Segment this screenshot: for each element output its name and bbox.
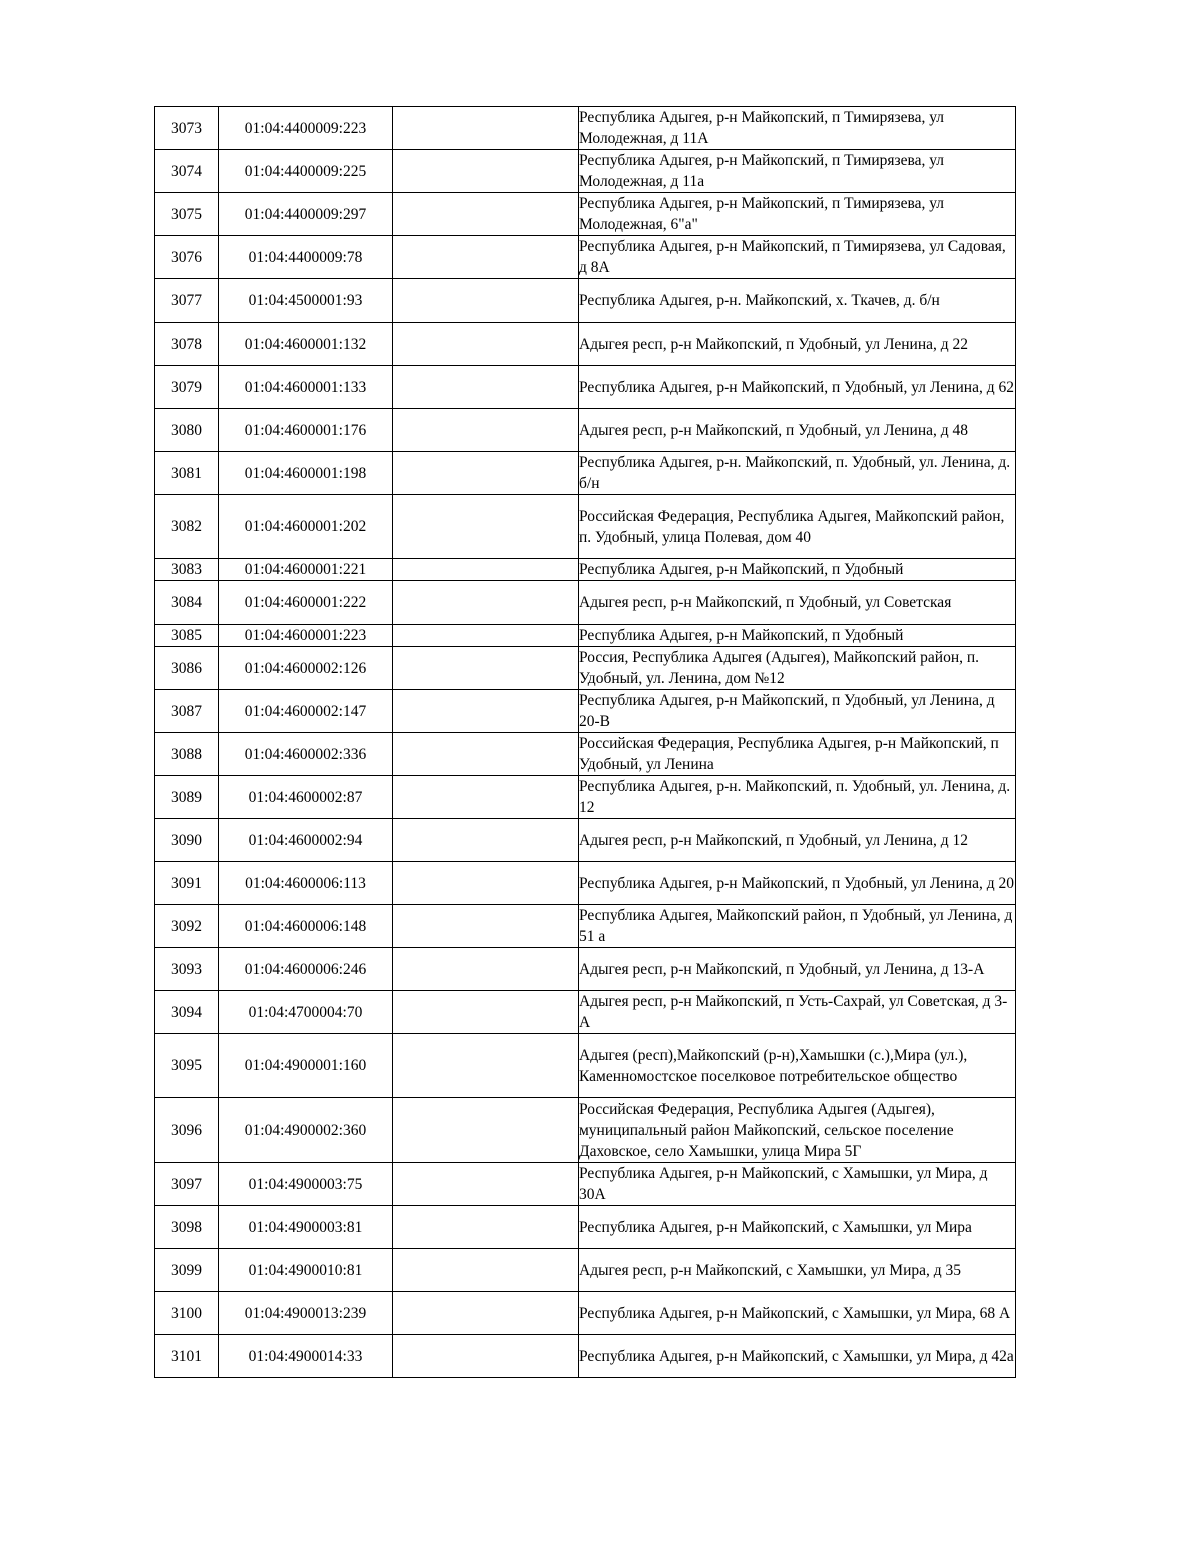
- empty-cell: [393, 819, 579, 862]
- table-row: [155, 905, 1016, 948]
- table-row: [155, 279, 1016, 323]
- table-row: [155, 690, 1016, 733]
- address-text: Адыгея респ, р-н Майкопский, с Хамышки, ул Мира, д 35: [579, 1261, 962, 1279]
- empty-cell: [393, 409, 579, 452]
- cadastral-number-cell: 01:04:4600001:222: [219, 581, 393, 625]
- cadastral-number-cell: 01:04:4900003:75: [219, 1163, 393, 1206]
- row-number-cell: 3080: [155, 409, 219, 452]
- address-cell: [579, 647, 1016, 690]
- table-row: [155, 776, 1016, 819]
- address-cell: [579, 948, 1016, 991]
- cadastral-number-cell: 01:04:4600002:336: [219, 733, 393, 776]
- table-row: [155, 559, 1016, 581]
- cadastral-number-cell: 01:04:4600006:113: [219, 862, 393, 905]
- cadastral-number-cell: 01:04:4600002:147: [219, 690, 393, 733]
- address-cell: [579, 1335, 1016, 1378]
- address-text: Адыгея респ, р-н Майкопский, п Усть-Сахрай, ул Советская, д 3-А: [579, 993, 1008, 1031]
- address-cell: [579, 819, 1016, 862]
- empty-cell: [393, 862, 579, 905]
- empty-cell: [393, 948, 579, 991]
- table-row: [155, 1206, 1016, 1249]
- address-cell: [579, 581, 1016, 625]
- table-row: [155, 495, 1016, 559]
- cadastral-number-cell: 01:04:4900013:239: [219, 1292, 393, 1335]
- table-row: [155, 733, 1016, 776]
- address-text: Республика Адыгея, р-н Майкопский, п Тимирязева, ул Садовая, д 8А: [579, 238, 1006, 276]
- row-number-cell: 3073: [155, 107, 219, 150]
- address-text: Республика Адыгея, р-н Майкопский, п Удобный, ул Ленина, д 20-В: [579, 692, 995, 730]
- address-text: Республика Адыгея, р-н Майкопский, п Тимирязева, ул Молодежная, д 11а: [579, 152, 945, 190]
- cadastral-number-cell: 01:04:4400009:225: [219, 150, 393, 193]
- row-number-cell: 3074: [155, 150, 219, 193]
- address-cell: [579, 409, 1016, 452]
- table-row: [155, 1034, 1016, 1098]
- table-row: [155, 107, 1016, 150]
- table-row: [155, 452, 1016, 495]
- cadastral-number-cell: 01:04:4600002:126: [219, 647, 393, 690]
- address-text: Республика Адыгея, р-н Майкопский, п Тимирязева, ул Молодежная, 6"а": [579, 195, 945, 233]
- table-row: [155, 409, 1016, 452]
- table-row: [155, 862, 1016, 905]
- address-cell: [579, 776, 1016, 819]
- cadastral-number-cell: 01:04:4500001:93: [219, 279, 393, 323]
- cadastral-number-cell: 01:04:4600002:94: [219, 819, 393, 862]
- row-number-cell: 3091: [155, 862, 219, 905]
- empty-cell: [393, 323, 579, 366]
- cadastral-number-cell: 01:04:4700004:70: [219, 991, 393, 1034]
- empty-cell: [393, 1163, 579, 1206]
- table-row: [155, 236, 1016, 279]
- address-cell: [579, 495, 1016, 559]
- address-text: Республика Адыгея, р-н Майкопский, п Тимирязева, ул Молодежная, д 11А: [579, 109, 945, 147]
- address-text: Адыгея респ, р-н Майкопский, п Удобный, ул Ленина, д 22: [579, 335, 969, 353]
- address-text: Адыгея респ, р-н Майкопский, п Удобный, ул Ленина, д 13-А: [579, 960, 985, 978]
- address-cell: [579, 107, 1016, 150]
- address-text: Адыгея респ, р-н Майкопский, п Удобный, ул Советская: [579, 594, 952, 611]
- row-number-cell: 3084: [155, 581, 219, 625]
- cadastral-number-cell: 01:04:4400009:78: [219, 236, 393, 279]
- table-row: [155, 1335, 1016, 1378]
- cadastral-number-cell: 01:04:4600001:132: [219, 323, 393, 366]
- cadastral-number-cell: 01:04:4900010:81: [219, 1249, 393, 1292]
- row-number-cell: 3079: [155, 366, 219, 409]
- address-text: Российская Федерация, Республика Адыгея (Адыгея), муниципальный район Майкопский, сельское поселение Даховское, село Хамышки, улица Мира 5Г: [579, 1100, 954, 1160]
- empty-cell: [393, 905, 579, 948]
- row-number-cell: 3076: [155, 236, 219, 279]
- table-row: [155, 1249, 1016, 1292]
- row-number-cell: 3092: [155, 905, 219, 948]
- cadastral-number-cell: 01:04:4600001:223: [219, 625, 393, 647]
- table-row: [155, 948, 1016, 991]
- empty-cell: [393, 690, 579, 733]
- cadastral-number-cell: 01:04:4600001:202: [219, 495, 393, 559]
- address-text: Адыгея респ, р-н Майкопский, п Удобный, ул Ленина, д 48: [579, 421, 969, 439]
- empty-cell: [393, 1292, 579, 1335]
- address-cell: [579, 279, 1016, 323]
- address-text: Республика Адыгея, р-н Майкопский, с Хамышки, ул Мира, д 42а: [579, 1347, 1014, 1365]
- row-number-cell: 3078: [155, 323, 219, 366]
- table-row: [155, 1163, 1016, 1206]
- empty-cell: [393, 581, 579, 625]
- address-cell: [579, 1206, 1016, 1249]
- address-cell: [579, 1098, 1016, 1163]
- row-number-cell: 3089: [155, 776, 219, 819]
- row-number-cell: 3095: [155, 1034, 219, 1098]
- address-cell: [579, 366, 1016, 409]
- cadastral-number-cell: 01:04:4400009:297: [219, 193, 393, 236]
- address-text: Республика Адыгея, р-н Майкопский, п Удобный: [579, 561, 904, 578]
- address-text: Адыгея (респ),Майкопский (р-н),Хамышки (с.),Мира (ул.), Каменномостское поселковое потребительское общество: [579, 1046, 968, 1085]
- empty-cell: [393, 1098, 579, 1163]
- address-cell: [579, 1163, 1016, 1206]
- table-row: [155, 323, 1016, 366]
- address-cell: [579, 1292, 1016, 1335]
- row-number-cell: 3101: [155, 1335, 219, 1378]
- table-row: [155, 991, 1016, 1034]
- table-row: [155, 1098, 1016, 1163]
- row-number-cell: 3075: [155, 193, 219, 236]
- row-number-cell: 3088: [155, 733, 219, 776]
- cadastral-number-cell: 01:04:4600006:148: [219, 905, 393, 948]
- empty-cell: [393, 1034, 579, 1098]
- row-number-cell: 3083: [155, 559, 219, 581]
- empty-cell: [393, 559, 579, 581]
- address-cell: [579, 690, 1016, 733]
- address-text: Российская Федерация, Республика Адыгея, р-н Майкопский, п Удобный, ул Ленина: [579, 735, 999, 773]
- empty-cell: [393, 452, 579, 495]
- cadastral-number-cell: 01:04:4400009:223: [219, 107, 393, 150]
- address-cell: [579, 323, 1016, 366]
- cadastral-number-cell: 01:04:4600001:133: [219, 366, 393, 409]
- cadastral-number-cell: 01:04:4900001:160: [219, 1034, 393, 1098]
- row-number-cell: 3086: [155, 647, 219, 690]
- address-text: Россия, Республика Адыгея (Адыгея), Майкопский район, п. Удобный, ул. Ленина, дом №12: [579, 649, 980, 687]
- table-row: [155, 647, 1016, 690]
- row-number-cell: 3087: [155, 690, 219, 733]
- row-number-cell: 3093: [155, 948, 219, 991]
- address-cell: [579, 193, 1016, 236]
- row-number-cell: 3094: [155, 991, 219, 1034]
- row-number-cell: 3100: [155, 1292, 219, 1335]
- cadastral-number-cell: 01:04:4900002:360: [219, 1098, 393, 1163]
- cadastral-number-cell: 01:04:4600001:221: [219, 559, 393, 581]
- address-cell: [579, 862, 1016, 905]
- cadastral-number-cell: 01:04:4600001:198: [219, 452, 393, 495]
- empty-cell: [393, 1249, 579, 1292]
- table-row: [155, 150, 1016, 193]
- address-text: Республика Адыгея, р-н Майкопский, с Хамышки, ул Мира: [579, 1218, 972, 1236]
- address-text: Республика Адыгея, р-н. Майкопский, х. Ткачев, д. б/н: [579, 292, 940, 309]
- table-row: [155, 193, 1016, 236]
- empty-cell: [393, 107, 579, 150]
- empty-cell: [393, 193, 579, 236]
- table-row: [155, 819, 1016, 862]
- address-cell: [579, 991, 1016, 1034]
- empty-cell: [393, 279, 579, 323]
- address-text: Республика Адыгея, р-н Майкопский, п Удобный, ул Ленина, д 20: [579, 874, 1014, 892]
- address-text: Республика Адыгея, Майкопский район, п Удобный, ул Ленина, д 51 а: [579, 907, 1013, 945]
- address-text: Республика Адыгея, р-н Майкопский, п Удобный: [579, 627, 904, 644]
- address-cell: [579, 625, 1016, 647]
- empty-cell: [393, 991, 579, 1034]
- address-cell: [579, 905, 1016, 948]
- cadastral-number-cell: 01:04:4900014:33: [219, 1335, 393, 1378]
- address-text: Республика Адыгея, р-н Майкопский, с Хамышки, ул Мира, д 30А: [579, 1165, 988, 1203]
- cadastral-number-cell: 01:04:4600002:87: [219, 776, 393, 819]
- table-row: [155, 581, 1016, 625]
- empty-cell: [393, 647, 579, 690]
- address-text: Российская Федерация, Республика Адыгея, Майкопский район, п. Удобный, улица Полевая, дом 40: [579, 507, 1005, 546]
- table-row: [155, 366, 1016, 409]
- empty-cell: [393, 1335, 579, 1378]
- address-cell: [579, 236, 1016, 279]
- row-number-cell: 3082: [155, 495, 219, 559]
- row-number-cell: 3099: [155, 1249, 219, 1292]
- empty-cell: [393, 733, 579, 776]
- address-text: Адыгея респ, р-н Майкопский, п Удобный, ул Ленина, д 12: [579, 831, 969, 849]
- address-text: Республика Адыгея, р-н. Майкопский, п. Удобный, ул. Ленина, д. 12: [579, 778, 1011, 816]
- table-row: [155, 1292, 1016, 1335]
- empty-cell: [393, 625, 579, 647]
- row-number-cell: 3098: [155, 1206, 219, 1249]
- row-number-cell: 3081: [155, 452, 219, 495]
- cadastral-number-cell: 01:04:4900003:81: [219, 1206, 393, 1249]
- row-number-cell: 3085: [155, 625, 219, 647]
- cadastral-number-cell: 01:04:4600006:246: [219, 948, 393, 991]
- row-number-cell: 3090: [155, 819, 219, 862]
- address-text: Республика Адыгея, р-н Майкопский, с Хамышки, ул Мира, 68 А: [579, 1304, 1011, 1322]
- address-cell: [579, 733, 1016, 776]
- address-cell: [579, 452, 1016, 495]
- address-text: Республика Адыгея, р-н Майкопский, п Удобный, ул Ленина, д 62: [579, 378, 1014, 396]
- row-number-cell: 3096: [155, 1098, 219, 1163]
- row-number-cell: 3077: [155, 279, 219, 323]
- address-cell: [579, 1249, 1016, 1292]
- empty-cell: [393, 366, 579, 409]
- address-text: Республика Адыгея, р-н. Майкопский, п. Удобный, ул. Ленина, д. б/н: [579, 454, 1011, 492]
- address-cell: [579, 1034, 1016, 1098]
- empty-cell: [393, 776, 579, 819]
- table-row: [155, 625, 1016, 647]
- empty-cell: [393, 236, 579, 279]
- address-cell: [579, 150, 1016, 193]
- empty-cell: [393, 1206, 579, 1249]
- row-number-cell: 3097: [155, 1163, 219, 1206]
- address-cell: [579, 559, 1016, 581]
- empty-cell: [393, 150, 579, 193]
- empty-cell: [393, 495, 579, 559]
- cadastral-number-cell: 01:04:4600001:176: [219, 409, 393, 452]
- registry-table: [154, 106, 1016, 1378]
- registry-table-body: [155, 107, 1016, 1378]
